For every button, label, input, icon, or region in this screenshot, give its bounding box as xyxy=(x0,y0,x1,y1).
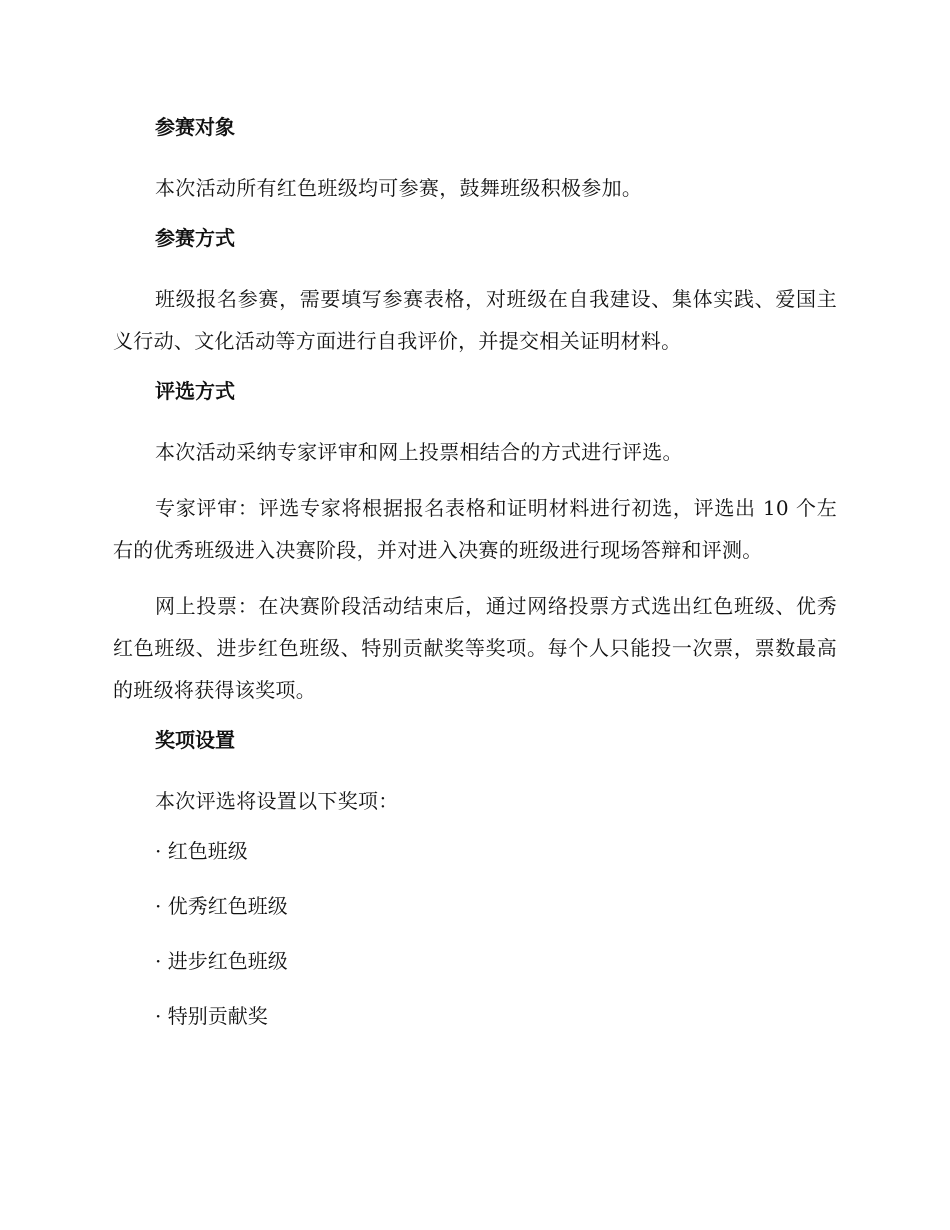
paragraph-expert-review: 专家评审：评选专家将根据报名表格和证明材料进行初选，评选出 10 个左右的优秀班级进入决赛阶段，并对进入决赛的班级进行现场答辩和评测。 xyxy=(113,496,837,562)
paragraph-method: 班级报名参赛，需要填写参赛表格，对班级在自我建设、集体实践、爱国主义行动、文化活动等方面进行自我评价，并提交相关证明材料。 xyxy=(113,287,837,353)
heading-awards: 奖项设置 xyxy=(155,728,235,752)
list-item-award: · 特别贡献奖 xyxy=(155,1004,268,1028)
paragraph-participants: 本次活动所有红色班级均可参赛，鼓舞班级积极参加。 xyxy=(155,176,643,200)
list-item-award: · 优秀红色班级 xyxy=(155,894,288,918)
heading-selection: 评选方式 xyxy=(155,379,235,403)
paragraph-selection-intro: 本次活动采纳专家评审和网上投票相结合的方式进行评选。 xyxy=(155,440,683,464)
document-body xyxy=(113,112,837,1031)
paragraph-awards-intro: 本次评选将设置以下奖项： xyxy=(155,789,399,813)
list-item-award: · 进步红色班级 xyxy=(155,949,288,973)
heading-method: 参赛方式 xyxy=(155,226,235,250)
list-item-award: · 红色班级 xyxy=(155,839,248,863)
heading-participants: 参赛对象 xyxy=(155,115,235,139)
paragraph-online-vote: 网上投票：在决赛阶段活动结束后，通过网络投票方式选出红色班级、优秀红色班级、进步红色班级、特别贡献奖等奖项。每个人只能投一次票，票数最高的班级将获得该奖项。 xyxy=(113,594,837,702)
